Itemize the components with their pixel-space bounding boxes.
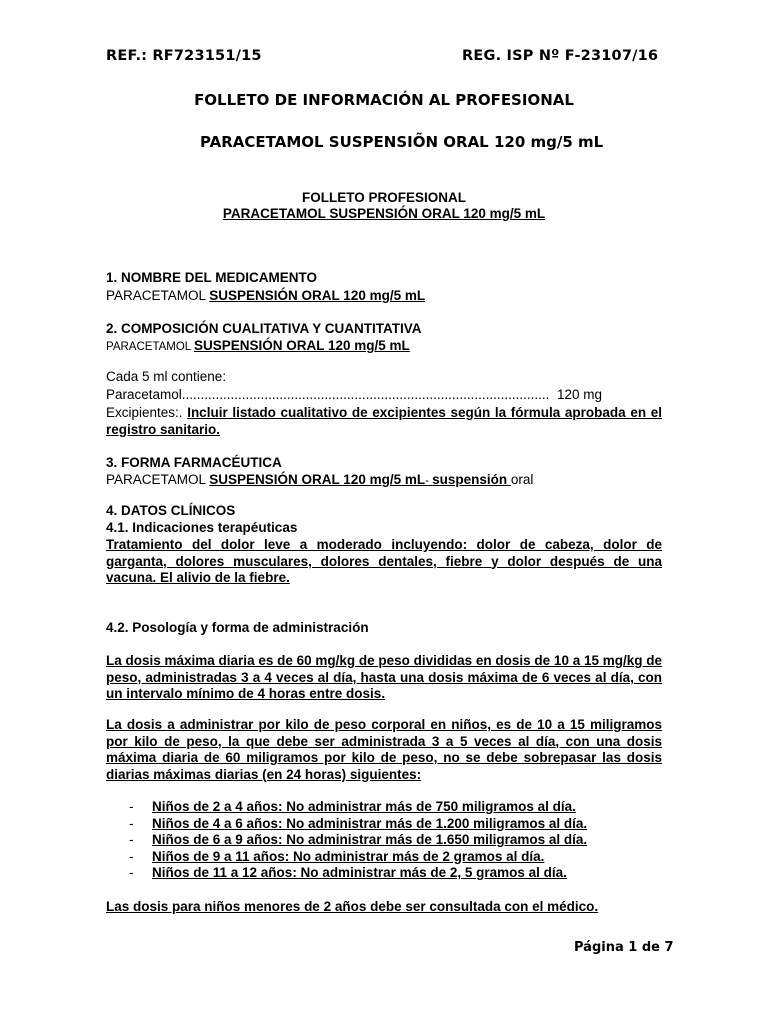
bullet-dash: - <box>129 815 134 831</box>
dose-list-item <box>129 832 649 849</box>
section-2-content <box>106 338 410 353</box>
section-3-sep: - <box>425 475 433 487</box>
page-number: Página 1 de 7 <box>574 940 674 955</box>
bullet-dash: - <box>129 848 134 864</box>
final-note: Las dosis para niños menores de 2 años debe ser consultada con el médico. <box>106 899 599 914</box>
section-1-content <box>106 288 425 303</box>
dose-text: Niños de 2 a 4 años: No administrar más de 750 miligramos al día. <box>152 799 576 814</box>
ingredient-dots: .................................................................................................. <box>181 387 550 402</box>
section-4-heading: 4. DATOS CLÍNICOS <box>106 503 236 518</box>
dose-text: Niños de 11 a 12 años: No administrar más de 2, 5 gramos al día. <box>152 865 567 880</box>
ingredient-name: Paracetamol <box>106 387 182 402</box>
section-3-plain: PARACETAMOL <box>106 472 210 487</box>
dose-list-item <box>129 849 649 866</box>
excipients-label: Excipientes:. <box>106 405 188 420</box>
section-3-heading: 3. FORMA FARMACÉUTICA <box>106 455 282 470</box>
dose-text: Niños de 4 a 6 años: No administrar más de 1.200 miligramos al día. <box>152 815 588 831</box>
section-4-1-heading: 4.1. Indicaciones terapéuticas <box>106 520 298 535</box>
dose-list <box>129 799 649 882</box>
dose-text: Niños de 6 a 9 años: No administrar más de 1.650 miligramos al día. <box>152 832 588 847</box>
bullet-dash: - <box>129 865 134 880</box>
section-3-bold: SUSPENSIÓN ORAL 120 mg/5 mL <box>209 472 426 487</box>
registration-number: REG. ISP Nº F-23107/16 <box>462 48 659 64</box>
dosage-paragraph-1: La dosis máxima diaria es de 60 mg/kg de peso divididas en dosis de 10 a 15 mg/kg de peso, administradas 3 a 4 veces al día, hasta una dosis máxima de 6 veces al día, con un intervalo mínimo de 4 horas entre dosis. <box>106 653 662 701</box>
ingredient-line <box>106 387 610 402</box>
section-1-bold: SUSPENSIÓN ORAL 120 mg/5 mL <box>209 288 426 303</box>
bullet-dash: - <box>129 832 134 847</box>
section-3-bold2: suspensión <box>432 472 511 487</box>
dose-text: Niños de 9 a 11 años: No administrar más de 2 gramos al día. <box>152 848 545 864</box>
section-4-2-heading: 4.2. Posología y forma de administración <box>106 620 369 635</box>
subtitle-line-2: PARACETAMOL SUSPENSIÓN ORAL 120 mg/5 mL <box>222 206 546 221</box>
product-title: PARACETAMOL SUSPENSIÕN ORAL 120 mg/5 mL <box>200 133 604 151</box>
section-3-end: oral <box>510 472 534 487</box>
bullet-dash: - <box>129 799 134 814</box>
indications-paragraph: Tratamiento del dolor leve a moderado incluyendo: dolor de cabeza, dolor de garganta, dolores musculares, dolores dentales, fiebre y dolor después de una vacuna. El alivio de la fiebre. <box>106 537 662 585</box>
section-1-plain: PARACETAMOL <box>106 288 210 303</box>
section-2-bold: SUSPENSIÓN ORAL 120 mg/5 mL <box>193 338 410 353</box>
dose-list-item <box>129 799 649 816</box>
dose-list-item <box>129 865 649 882</box>
dosage-paragraph-2: La dosis a administrar por kilo de peso corporal en niños, es de 10 a 15 miligramos por kilo de peso, la que debe ser administrada 3 a 5 veces al día, con una dosis máxima diaria de 60 miligramos por kilo de peso, no se debe sobrepasar las dosis diarias máximas diarias (en 24 horas) siguientes: <box>106 717 662 782</box>
reference-number: REF.: RF723151/15 <box>106 48 262 64</box>
subtitle-line-1: FOLLETO PROFESIONAL <box>301 190 466 205</box>
excipients-paragraph <box>106 405 662 438</box>
section-2-plain: PARACETAMOL <box>106 341 194 353</box>
section-3-content <box>106 472 533 487</box>
section-2-heading: 2. COMPOSICIÓN CUALITATIVA Y CUANTITATIVA <box>106 321 422 336</box>
ingredient-amount: 120 mg <box>557 387 603 402</box>
document-title: FOLLETO DE INFORMACIÓN AL PROFESIONAL <box>194 91 574 109</box>
dose-list-item <box>129 816 649 833</box>
excipients-text: Incluir listado cualitativo de excipientes según la fórmula aprobada en el registro sanitario. <box>106 405 662 437</box>
cada-5ml-label: Cada 5 ml contiene: <box>106 369 227 384</box>
section-1-heading: 1. NOMBRE DEL MEDICAMENTO <box>106 270 318 285</box>
